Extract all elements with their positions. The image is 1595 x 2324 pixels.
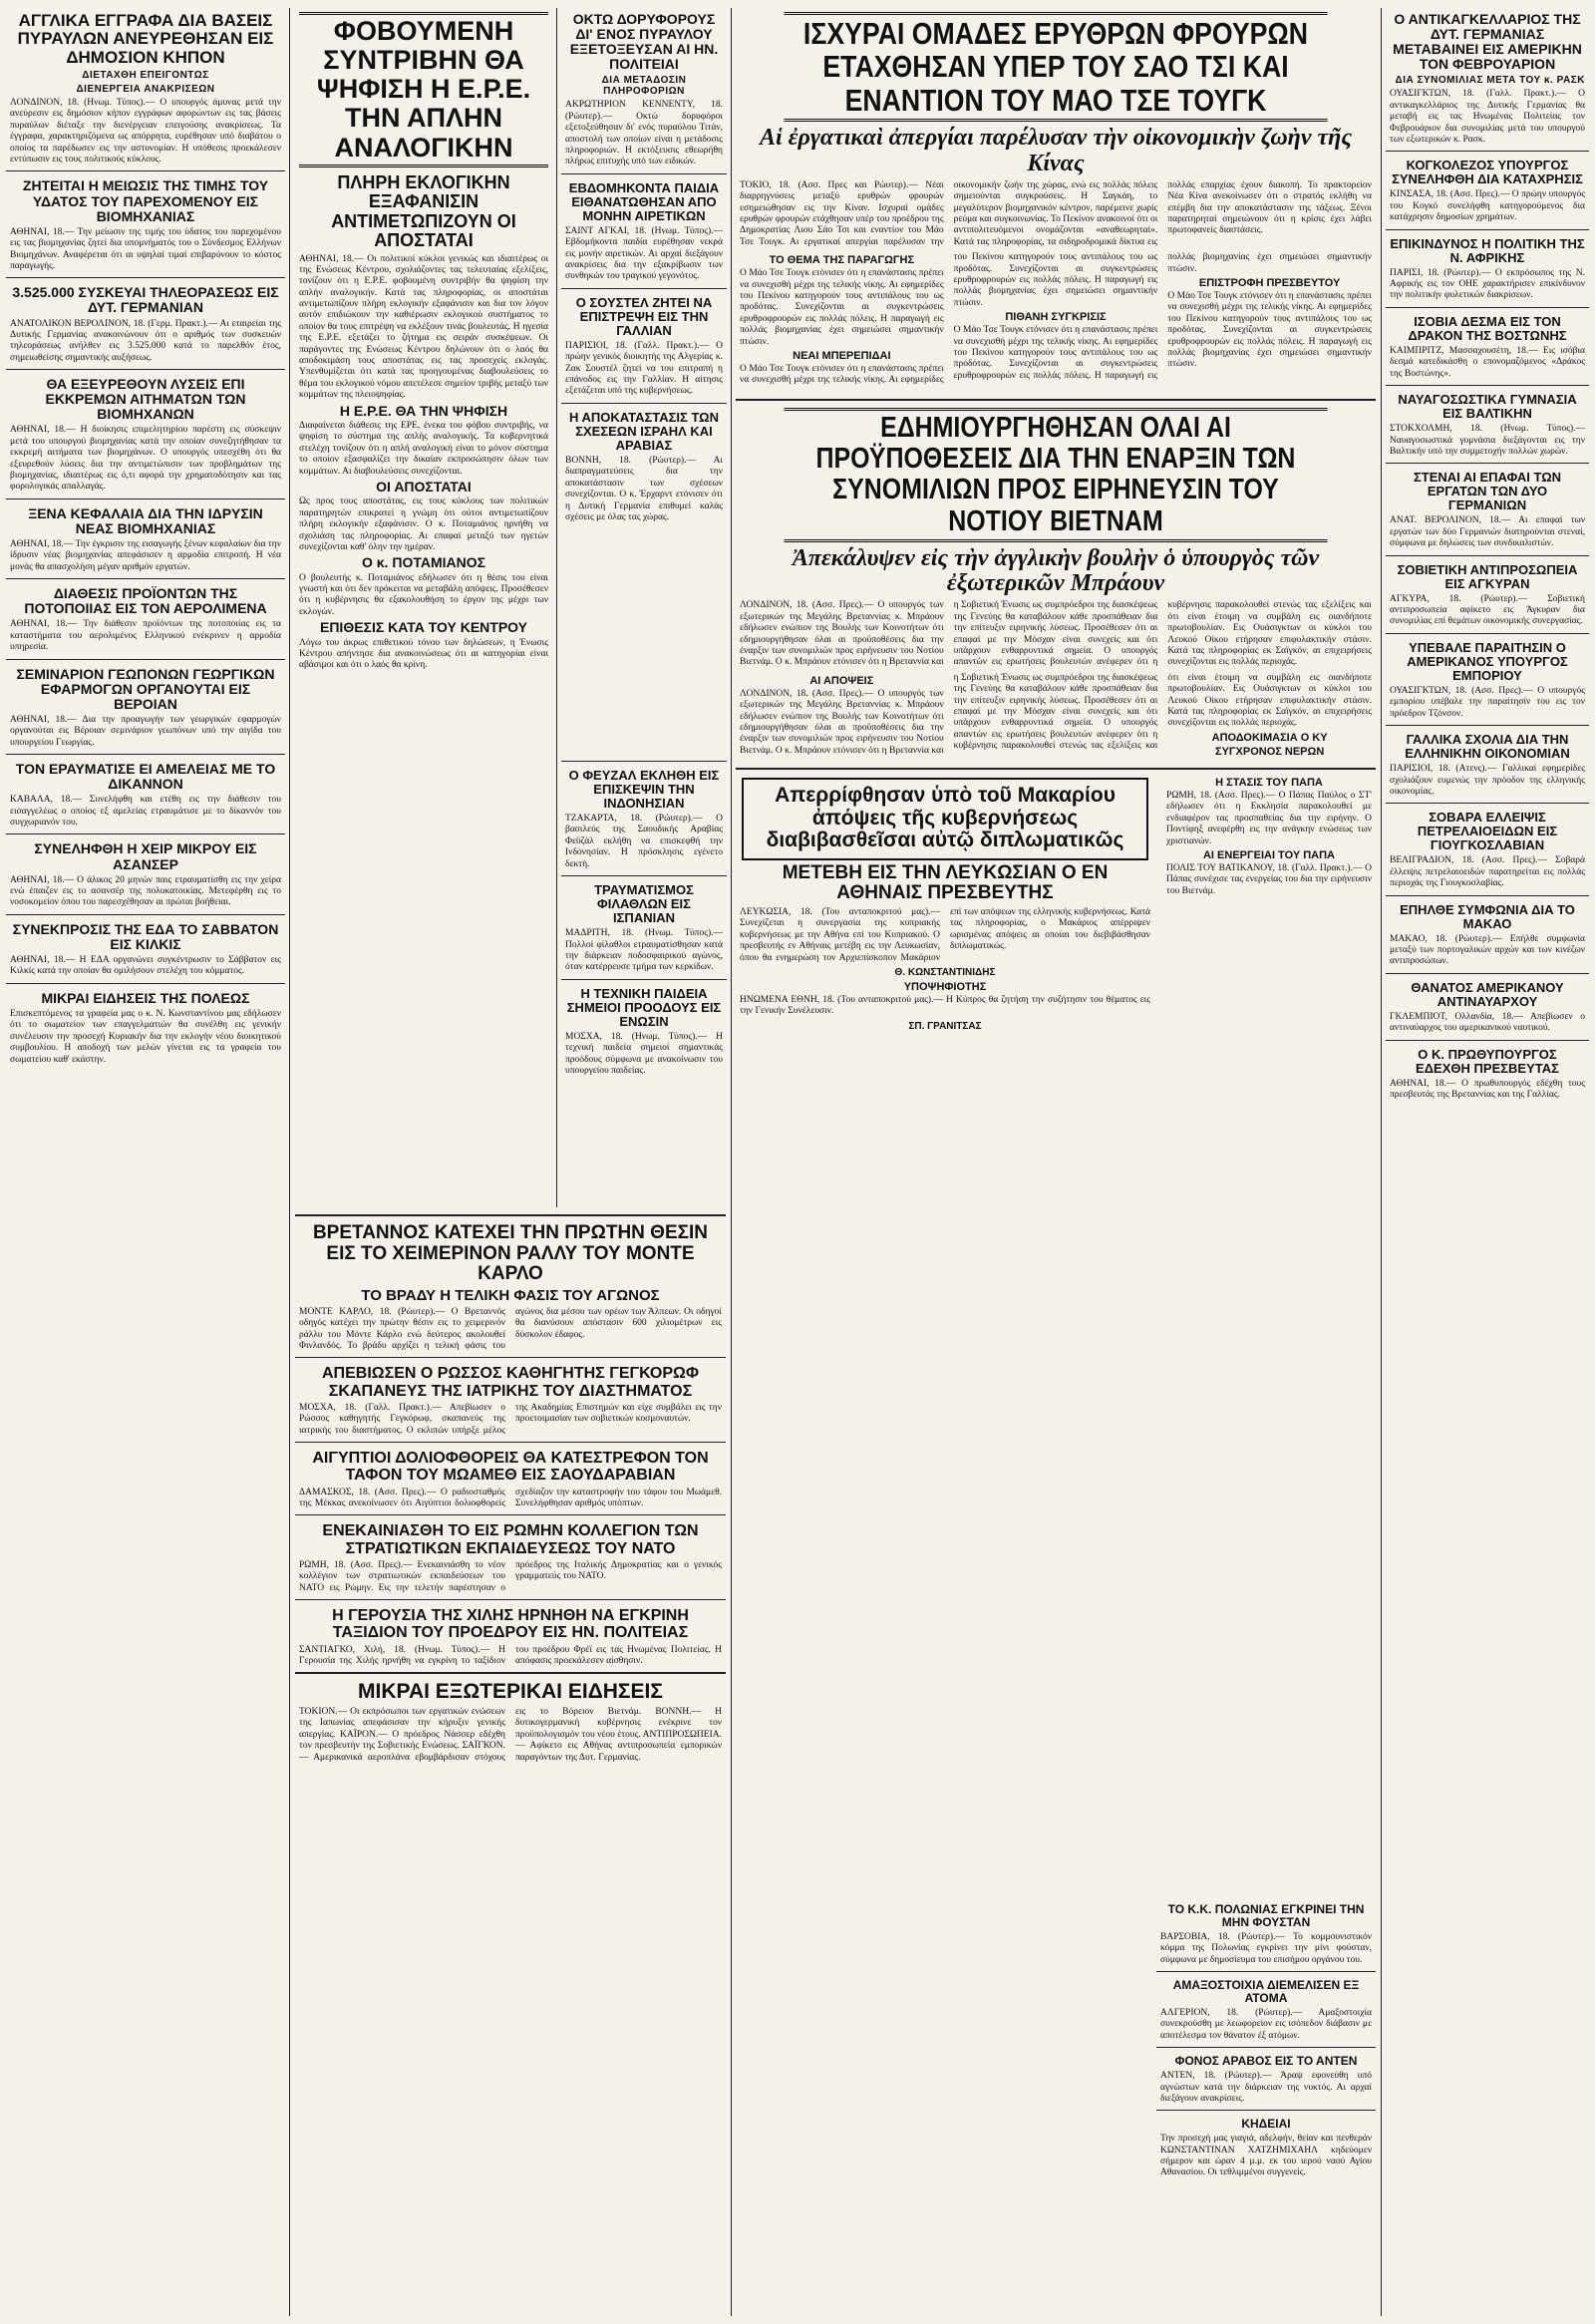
world-article [1156,1899,1376,1968]
article-body: ΑΘΗΝΑΙ, 18.— Ο πρωθυπουργός εδέχθη τους πρεσβευτάς της Βρεταννίας και της Γαλλίας. [1390,1078,1585,1101]
section-title: ΕΠΙΣΤΡΟΦΗ ΠΡΕΣΒΕΥΤΟΥ [1198,276,1341,289]
article-body: ΑΓΚΥΡΑ, 18. (Ρώυτερ).— Σοβιετική αντιπροσωπεία αφίκετο εις Άγκυραν δια συνομιλίας επί θεμάτων οικονομικής συνεργασίας. [1390,593,1585,627]
headline: Η ΓΕΡΟΥΣΙΑ ΤΗΣ ΧΙΛΗΣ ΗΡΝΗΘΗ ΝΑ ΕΓΚΡΙΝΗ ΤΑΞΙΔΙΟΝ ΤΟΥ ΠΡΟΕΔΡΟΥ ΕΙΣ ΗΝ. ΠΟΛΙΤΕΙΑΣ [332,1607,689,1642]
article-body: Ο Μάο Τσε Τουγκ ετόνισεν ότι η επανάστασις πρέπει να συνεχισθή μέχρι της τελικής νίκης. Αι εφημερίδες του Πεκίνου κατηγορούν τους αντιπάλους του ως προδότας. Συνεχίζονται αι συγκεντρώσεις ερυθροφρουρών εις πολλάς πόλεις. Η παραγωγή εις πολλάς βιομηχανίας έχει σημειώσει σημαντικήν πτώσιν. [740,268,944,347]
divider [295,1672,726,1674]
column-rule [556,8,557,1207]
article-body: Λόγω του άκρως επιθετικού τόνου των δηλώσεων, η Ένωσις Κέντρου απήντησε δια ανακοινώσεως ότι αι κατηγορίαι είναι αβάσιμοι και ότι ο λαός θα κρίνη. [299,637,548,671]
article-body: ΒΕΛΙΓΡΑΔΙΟΝ, 18. (Ασσ. Πρες).— Σοβαρά έλλειψις πετρελαιοειδών παρατηρείται εις πολλάς περιοχάς της Γιουγκοσλαβίας. [1390,855,1585,889]
article-9 [6,837,285,910]
divider [1156,1971,1376,1972]
subheadline: ΠΛΗΡΗ ΕΚΛΟΓΙΚΗΝ ΕΞΑΦΑΝΙΣΙΝ ΑΝΤΙΜΕΤΩΠΙΖΟΥΝ ΟΙ ΑΠΟΣΤΑΤΑΙ [331,171,516,251]
article-right-7 [1386,559,1589,630]
headline: ΕΝΕΚΑΙΝΙΑΣΘΗ ΤΟ ΕΙΣ ΡΩΜΗΝ ΚΟΛΛΕΓΙΟΝ ΤΩΝ ΣΤΡΑΤΙΩΤΙΚΩΝ ΕΚΠΑΙΔΕΥΣΕΩΣ ΤΟΥ ΝΑΤΟ [322,1522,699,1557]
world-article [561,983,727,1080]
article-body: ΑΘΗΝΑΙ, 18.— Οι πολιτικοί κύκλοι γενικώς και ιδιαιτέρως οι της Ενώσεως Κέντρου, σχολιάζοντες τας τελευταίας εξελίξεις, τονίζουν ότι η Ε.Ρ.Ε. φοβουμένη συντριβήν θα ψηφίση την απλήν αναλογικήν. Κατά τας πληροφορίας, οι αποστάται αντιμετωπίζουν πλήρη εκλογικήν εξαφάνισιν και δια τον λόγον αυτόν επιδιώκουν την καθιέρωσιν εκλογικού συστήματος το οποίον θα τους επιτρέψη να εκλέξουν τινάς βουλευτάς. Η ηγεσία της Ε.Ρ.Ε. εξετάζει το ζήτημα εις σειράν συσκέψεων. Οι παράγοντες της Ενώσεως Κέντρου δηλώνουν ότι ο λαός θα αποδοκιμάση τους αποστάτας εις τας προσεχείς εκλογάς. Υπενθυμίζεται ότι κατά τας προηγουμένας διαβουλεύσεις το θέμα του εκλογικού νόμου απετέλεσε σημείον τριβής μεταξύ των κομμάτων της πλειοψηφίας. [299,253,548,401]
makarios-article [736,773,1154,1037]
divider [295,1599,726,1600]
divider [295,1514,726,1515]
kicker: ΔΙΑ ΣΥΝΟΜΙΛΙΑΣ ΜΕΤΑ ΤΟΥ κ. ΡΑΣΚ [1395,75,1585,87]
headline: ΣΟΒΙΕΤΙΚΗ ΑΝΤΙΠΡΟΣΩΠΕΙΑ ΕΙΣ ΑΓΚΥΡΑΝ [1397,561,1578,591]
column-right [1386,8,1589,1104]
divider [561,288,727,289]
headline: Η ΤΕΧΝΙΚΗ ΠΑΙΔΕΙΑ ΣΗΜΕΙΟΙ ΠΡΟΟΔΟΥΣ ΕΙΣ ΕΝΩΣΙΝ [566,985,722,1029]
divider [6,983,285,984]
article-body: ΠΑΡΙΣΙ, 18. (Ρώυτερ).— Ο εκπρόσωπος της Ν. Αφρικής εις τον ΟΗΕ χαρακτήρισεν επικίνδυνον την πολιτικήν φυλετικών διακρίσεων. [1390,267,1585,301]
article-body: ΑΘΗΝΑΙ, 18.— Η ΕΔΑ οργανώνει συγκέντρωσιν το Σάββατον εις Κιλκίς κατά την οποίαν θα ομιλήσουν στελέχη του κόμματος. [10,955,281,977]
divider [1386,229,1589,230]
headline: ΤΟΝ ΕΡΑΥΜΑΤΙΣΕ ΕΙ ΑΜΕΛΕΙΑΣ ΜΕ ΤΟ ΔΙΚΑΝΝΟΝ [15,761,276,793]
subheadline: Αἱ ἐργατικαὶ ἀπεργίαι παρέλυσαν τὴν οἰκονομικὴν ζωὴν τῆς Κίνας [759,125,1353,176]
divider [6,498,285,499]
headline: Ο ΦΕΥΖΑΛ ΕΚΛΗΘΗ ΕΙΣ ΕΠΙΣΚΕΨΙΝ ΤΗΝ ΙΝΔΟΝΗΣΙΑΝ [568,768,720,812]
rally-article [295,1219,726,1354]
headline: Ο ΣΟΥΣΤΕΛ ΖΗΤΕΙ ΝΑ ΕΠΙΣΤΡΕΨΗ ΕΙΣ ΤΗΝ ΓΑΛΛΙΑΝ [575,294,713,338]
article-body: ΑΚΡΩΤΗΡΙΟΝ ΚΕΝΝΕΝΤΥ, 18. (Ρώυτερ).— Οκτώ δορυφόροι εξετοξεύθησαν δι' ενός πυραύλου Τιτάν, αποστολή των οποίων είναι η μετάδοσις πληροφοριών. Η εκτόξευσις εθεωρήθη πλήρως επιτυχής υπό των ειδικών. [565,100,723,167]
article-2 [6,174,285,274]
headline: ΘΑ ΕΞΕΥΡΕΘΟΥΝ ΛΥΣΕΙΣ ΕΠΙ ΕΚΚΡΕΜΩΝ ΑΙΤΗΜΑΤΩΝ ΤΩΝ ΒΙΟΜΗΧΑΝΩΝ [45,376,246,423]
subheadline: ΜΕΤΕΒΗ ΕΙΣ ΤΗΝ ΛΕΥΚΩΣΙΑΝ Ο ΕΝ ΑΘΗΝΑΙΣ ΠΡΕΣΒΕΥΤΗΣ [782,861,1109,904]
divider [1386,803,1589,804]
article-body: ΒΑΡΣΟΒΙΑ, 18. (Ρώυτερ).— Το κομμουνιστικόν κόμμα της Πολωνίας εγκρίνει την μίνι φούσταν, σύμφωνα με δημοσίευμα του επισήμου οργάνου του. [1160,1931,1372,1965]
article-right-5 [1386,389,1589,460]
headline: ΒΡΕΤΑΝΝΟΣ ΚΑΤΕΧΕΙ ΤΗΝ ΠΡΩΤΗΝ ΘΕΣΙΝ ΕΙΣ ΤΟ ΧΕΙΜΕΡΙΝΟΝ ΡΑΛΛΥ ΤΟΥ ΜΟΝΤΕ ΚΑΡΛΟ [312,1222,709,1285]
makarios-row [736,773,1376,1037]
divider [6,369,285,370]
world-article [1156,2051,1376,2107]
headline: ΣΥΝΕΛΗΦΘΗ Η ΧΕΙΡ ΜΙΚΡΟΥ ΕΙΣ ΑΣΑΝΣΕΡ [34,840,257,872]
article-body: ΣΤΟΚΧΟΛΜΗ, 18. (Ηνωμ. Τύπος).— Ναυαγοσωστικά γυμνάσια διεξάγονται εις την Βαλτικήν υπό την συμμετοχήν πολλών χωρών. [1390,424,1585,457]
headline: ΚΗΔΕΙΑΙ [1241,2117,1291,2132]
article-3 [6,281,285,366]
article-body: ΟΥΑΣΙΓΚΤΩΝ, 18. (Ασσ. Πρες).— Ο υπουργός εμπορίου υπέβαλε την παραίτησίν του εις τον πρόεδρον Τζόνσον. [1390,685,1585,719]
section-title: ΝΕΑΙ ΜΠΕΡΕΠΙΔΑΙ [793,349,891,362]
headline: ΣΥΝΕΚΠΡΟΣΙΣ ΤΗΣ ΕΔΑ ΤΟ ΣΑΒΒΑΤΟΝ ΕΙΣ ΚΙΛΚΙΣ [12,920,279,952]
vietnam-article [736,404,1376,760]
article-body: Ο βουλευτής κ. Ποταμιάνος εδήλωσεν ότι η θέσις του είναι γνωστή και ότι δεν πρόκειται να μεταβάλη απόψεις. Προσέθεσεν ότι η κυβέρνησις θα εξακολουθήση το έργον της μέχρι των εκλογών. [299,572,548,617]
kicker: ΔΙΑ ΜΕΤΑΔΟΣΙΝ ΠΛΗΡΟΦΟΡΙΩΝ [601,75,687,98]
divider [1386,895,1589,896]
column-left [6,8,285,1068]
article-body: ΛΟΝΔΙΝΟΝ, 18. (Ασσ. Πρες).— Ο υπουργός των εξωτερικών της Μεγάλης Βρεταννίας κ. Μπράουν εδήλωσεν ενώπιον της Βουλής των Κοινοτήτων ότι εδημιουργήθησαν όλαι αι προϋποθέσεις δια την έναρξιν των συνομιλιών προς ειρήνευσιν του Νοτίου Βιετνάμ. Ο κ. Μπράουν ετόνισεν ότι η Βρεταννία και η Σοβιετική Ένωσις ως συμπρόεδροι της διασκέψεως της Γενεύης θα καταβάλουν κάθε προσπάθειαν δια την επίτευξιν ειρηνικής λύσεως. Προσέθεσεν ότι αι επαφαί με την Μόσχαν είναι συνεχείς και ότι υπάρχουν ενθαρρυντικά σημεία. Ο υπουργός απαντών εις ερωτήσεις βουλευτών ανέφερεν ότι η κυβέρνησις παρακολουθεί στενώς τας εξελίξεις και ότι είναι έτοιμη να συμβάλη εις οιανδήποτε πρωτοβουλίαν. Εις Ουάσιγκτων οι κύκλοι του Λευκού Οίκου ετήρησαν επιφυλακτικήν στάσιν. Κατά τας πληροφορίας εκ Σαϊγκόν, αι επιχειρήσεις συνεχίζονται εις πολλάς περιοχάς. [740,600,1372,668]
article-body: ΣΑΝΤΙΑΓΚΟ, Χιλή, 18. (Ηνωμ. Τύπος).— Η Γερουσία της Χιλής ηρνήθη να εγκρίνη το ταξίδιον του προέδρου Φρέϊ εις τας Ηνωμένας Πολιτείας. Η απόφασις προεκάλεσεν αίσθησιν. [299,1644,722,1666]
subheadline: Ἀπεκάλυψεν εἰς τὴν ἀγγλικὴν βουλὴν ὁ ὑπουργὸς τῶν ἐξωτερικῶν Μπράουν [792,545,1320,597]
divider [1386,973,1589,974]
article-body: ΤΖΑΚΑΡΤΑ, 18. (Ρώυτερ).— Ο βασιλεύς της Σαουδικής Αραβίας Φεϋζάλ εκλήθη να επισκεφθή την Ινδονησίαν. Η πρόσκλησις εγένετο δεκτή. [565,814,723,869]
column-rule [1381,8,1382,2316]
makarios-headline-box [742,778,1148,860]
headline: Απερρίφθησαν ὑπὸ τοῦ Μακαρίου ἀπόψεις τῆς κυβερνήσεως διαβιβασθεῖσαι αὐτῷ διπλωματικῶς [766,783,1124,852]
headline: ΞΕΝΑ ΚΕΦΑΛΑΙΑ ΔΙΑ ΤΗΝ ΙΔΡΥΣΙΝ ΝΕΑΣ ΒΙΟΜΗΧΑΝΙΑΣ [28,504,263,536]
section-title: Η Ε.Ρ.Ε. ΘΑ ΤΗΝ ΨΗΦΙΣΗ [339,402,508,419]
article-right-9 [1386,729,1589,800]
article-body: Ο Μάο Τσε Τουγκ ετόνισεν ότι η επανάστασις πρέπει να συνεχισθή μέχρι της τελικής νίκης. Αι εφημερίδες του Πεκίνου κατηγορούν τους αντιπάλους του ως προδότας. Συνεχίζονται αι συγκεντρώσεις ερυθροφρουρών εις πολλάς πόλεις. Η παραγωγή εις πολλάς βιομηχανίας έχει σημειώσει σημαντικήν πτώσιν. [740,252,1158,386]
divider [6,914,285,915]
article-body: ΛΕΥΚΩΣΙΑ, 18. (Του ανταποκριτού μας).— Συνεχίζεται η συνεργασία της κυπριακής κυβερνήσεως με την Αθήνα επί του Κυπριακού. Ο πρεσβευτής εν Αθήναις μετέβη εις την Λευκωσίαν, όπου θα ενημερώση τον Αρχιεπίσκοπον Μακάριον επί των απόψεων της ελληνικής κυβερνήσεως. Κατά τας πληροφορίας, ο Μακάριος απέρριψεν ωρισμένας απόψεις αι οποίαι του διεβιβάσθησαν διπλωματικώς. [740,906,1150,963]
byline: Θ. ΚΩΝΣΤΑΝΤΙΝΙΔΗΣ [894,966,996,978]
headline: 3.525.000 ΣΥΣΚΕΥΑΙ ΤΗΛΕΟΡΑΣΕΩΣ ΕΙΣ ΔΥΤ. ΓΕΡΜΑΝΙΑΝ [12,284,279,316]
chile-senate-article [295,1603,726,1669]
headline: ΤΡΑΥΜΑΤΙΣΜΟΣ ΦΙΛΑΘΛΩΝ ΕΙΣ ΙΣΠΑΝΙΑΝ [594,882,694,926]
funeral-notice [1156,2114,1376,2181]
divider [561,875,727,876]
article-right-3 [1386,233,1589,304]
world-article [561,292,727,400]
divider [6,833,285,834]
section-title: Ο κ. ΠΟΤΑΜΙΑΝΟΣ [361,554,486,571]
article-body: ΜΟΝΤΕ ΚΑΡΛΟ, 18. (Ρώυτερ).— Ο Βρεταννός οδηγός κατέχει την πρώτην θέσιν εις το χειμερινόν ράλλυ του Μόντε Κάρλο ενώ δεύτερος ακολουθεί Φινλανδός. Το βράδυ αρχίζει η τελική φάσις του αγώνος δια μέσου των ορέων των Άλπεων. Οι οδηγοί θα διανύσουν απόστασιν 600 χιλιομέτρων εις δύσκολον έδαφος. [299,1306,722,1351]
section-title: ΣΥΓΧΡΟΝΟΣ ΝΕΡΩΝ [1214,745,1325,758]
column-world [561,8,727,525]
divider [1386,555,1589,556]
divider [295,1442,726,1443]
article-1 [6,8,285,167]
divider [295,1214,726,1216]
article-body: ΚΙΝΣΑΣΑ, 18. (Ασσ. Πρες).— Ο πρώην υπουργός του Κογκό συνελήφθη κατηγορούμενος δια κατάχρησιν δημοσίων χρημάτων. [1390,189,1585,223]
nato-college-article [295,1518,726,1596]
section-title: ΠΙΘΑΝΗ ΣΥΓΚΡΙΣΙΣ [1005,311,1107,324]
article-body: ΗΝΩΜΕΝΑ ΕΘΝΗ, 18. (Του ανταποκριτού μας).— Η Κύπρος θα ζητήση την συζήτησιν του θέματος εις την Γενικήν Συνέλευσιν. [740,995,1150,1017]
article-right-1 [1386,8,1589,148]
headline: ΣΟΒΑΡΑ ΕΛΛΕΙΨΙΣ ΠΕΤΡΕΛΑΙΟΕΙΔΩΝ ΕΙΣ ΓΙΟΥΓΚΟΣΛΑΒΙΑΝ [1417,810,1558,853]
article-body: Την προσεχή μας γιαγιά, αδελφήν, θείαν και πενθεράν ΚΩΝΣΤΑΝΤΙΝΑΝ ΧΑΤΖΗΜΙΧΑΗΛ κηδεύομεν σήμερον και ώραν 4 μ.μ. εκ του ιερού ναού Αγίου Αθανασίου. Οι τεθλιμμένοι συγγενείς. [1160,2134,1372,2178]
section-title: ΕΠΙΘΕΣΙΣ ΚΑΤΑ ΤΟΥ ΚΕΝΤΡΟΥ [319,619,528,636]
article-5 [6,502,285,575]
article-body: ΜΟΣΧΑ, 18. (Ηνωμ. Τύπος).— Η τεχνική παιδεία σημειοί σημαντικάς προόδους σύμφωνα με ανακοίνωσιν του υπουργείου παιδείας. [565,1031,723,1076]
divider [1386,725,1589,726]
obituary-article [295,1361,726,1439]
article-body: Ως προς τους αποστάτας, εις τους κύκλους των πολιτικών παρατηρητών επικρατεί η γνώμη ότι ούτοι αντιμετωπίζουν πλήρη εκλογικήν εξαφάνισιν. Ο κ. Ποταμιάνος ηρνήθη να σχολιάση τας πληροφορίας. Αι επαφαί μεταξύ των ηγετών συνεχίζονται καθ' όλην την ημέραν. [299,497,548,552]
article-right-6 [1386,467,1589,551]
lead-political-article [295,8,552,674]
headline: ΦΟΝΟΣ ΑΡΑΒΟΣ ΕΙΣ ΤΟ ΑΝΤΕΝ [1174,2054,1358,2069]
headline: Ο ΑΝΤΙΚΑΓΚΕΛΛΑΡΙΟΣ ΤΗΣ ΔΥΤ. ΓΕΡΜΑΝΙΑΣ ΜΕΤΑΒΑΙΝΕΙ ΕΙΣ ΑΜΕΡΙΚΗΝ ΤΟΝ ΦΕΒΡΟΥΑΡΙΟΝ [1393,11,1582,73]
article-7 [6,663,285,752]
divider [6,170,285,171]
world-article [561,879,727,976]
article-4 [6,373,285,496]
article-body: ΚΑΙΜΠΡΙΤΖ, Μασσαχουσέτη, 18.— Εις ισόβια δεσμά κατεδικάσθη ο επονομαζόμενος «Δράκος της Βοστώνης». [1390,345,1585,379]
article-body: ΜΑΔΡΙΤΗ, 18. (Ηνωμ. Τύπος).— Πολλοί φίλαθλοι ετραυματίσθησαν κατά την διάρκειαν ποδοσφαιρικού αγώνος, όταν κατέρρευσε τμήμα των κερκίδων. [565,928,723,973]
headline: ΕΠΗΛΘΕ ΣΥΜΦΩΝΙΑ ΔΙΑ ΤΟ ΜΑΚΑΟ [1400,901,1575,931]
headline: ΔΙΑΘΕΣΙΣ ΠΡΟΪΟΝΤΩΝ ΤΗΣ ΠΟΤΟΠΟΙΙΑΣ ΕΙΣ ΤΟΝ ΑΕΡΟΛΙΜΕΝΑ [24,585,267,617]
subheadline: ΤΟ ΒΡΑΔΥ Η ΤΕΛΙΚΗ ΦΑΣΙΣ ΤΟΥ ΑΓΩΝΟΣ [361,1286,660,1304]
headline: ΥΠΕΒΑΛΕ ΠΑΡΑΙΤΗΣΙΝ Ο ΑΜΕΡΙΚΑΝΟΣ ΥΠΟΥΡΓΟΣ ΕΜΠΟΡΙΟΥ [1407,639,1568,683]
section-title: ΟΙ ΑΠΟΣΤΑΤΑΙ [376,478,472,495]
headline: ΟΚΤΩ ΔΟΡΥΦΟΡΟΥΣ ΔΙ' ΕΝΟΣ ΠΥΡΑΥΛΟΥ ΕΞΕΤΟΞΕΥΣΑΝ ΑΙ ΗΝ. ΠΟΛΙΤΕΙΑΙ [569,11,719,73]
foreign-briefs [295,1677,726,1766]
column-politics [295,8,552,674]
article-body: ΑΘΗΝΑΙ, 18.— Η διοίκησις επιμελητηρίου παρέστη εις σύσκεψιν μετά του υπουργού βιομηχανίας κατά την οποίαν συνεζητήθησαν τα εκκρεμή αιτήματα των βιομηχάνων. Ο υπουργός υπεσχέθη ότι θα εξευρεθούν λύσεις δια την αντιμετώπισιν των προβλημάτων της βιομηχανίας, ιδιαιτέρως εις ό,τι αφορά την χρηματοδότησιν και τας φορολογικάς απαλλαγάς. [10,425,281,493]
divider [295,1357,726,1358]
article-body: ΓΚΛΕΜΠΙΟΤ, Ολλανδία, 18.— Απεβίωσεν ο αντιναύαρχος του αμερικανικού ναυτικού. [1390,1011,1585,1034]
section-title: ΑΙ ΕΝΕΡΓΕΙΑΙ ΤΟΥ ΠΑΠΑ [1202,848,1335,861]
world-article [561,177,727,285]
article-body: ΤΟΚΙΟΝ.— Οι εκπρόσωποι των εργατικών ενώσεων της Ιαπωνίας απεφάσισαν την κήρυξιν γενικής απεργίας. ΚΑΪΡΟΝ.— Ο πρόεδρος Νάσσερ εδέχθη τον πρεσβευτήν της Σοβιετικής Ενώσεως. ΣΑΪΓΚΟΝ.— Αμερικανικά αεροπλάνα εβομβάρδισαν στόχους εις το Βόρειον Βιετνάμ. ΒΟΝΝΗ.— Η δυτικογερμανική κυβέρνησις ενέκρινε τον προϋπολογισμόν του νέου έτους. ΑΝΤΙΠΡΟΣΩΠΕΙΑ.— Αφίκετο εις Αθήνας αντιπροσωπεία εμπορικών παραγόντων της Δυτ. Γερμανίας. [299,1707,722,1763]
section-title: ΤΟ ΘΕΜΑ ΤΗΣ ΠΑΡΑΓΩΓΗΣ [769,254,915,267]
section-title: ΥΠΟΨΗΦΙΟΤΗΣ [903,980,987,993]
column-rule [731,8,732,2316]
kicker: ΔΙΕΝΕΡΓΕΙΑ ΑΝΑΚΡΙΣΕΩΝ [76,84,215,96]
article-body: ΠΑΡΙΣΙΟΙ, 18. (Ατενς).— Γαλλικαί εφημερίδες σχολιάζουν ευμενώς την πρόοδον της ελληνικής οικονομίας. [1390,764,1585,797]
headline: ΤΟ Κ.Κ. ΠΟΛΩΝΙΑΣ ΕΓΚΡΙΝΕΙ ΤΗΝ ΜΗΝ ΦΟΥΣΤΑΝ [1167,1902,1365,1929]
article-body: ΑΝΤΕΝ, 18. (Ρώυτερ).— Άραψ εφονεύθη υπό αγνώστων κατά την διάρκειαν της νυκτός. Αι αρχαί διεξάγουν ανακρίσεις. [1160,2071,1372,2104]
article-body: Ο Μάο Τσε Τουγκ ετόνισεν ότι η επανάστασις πρέπει να συνεχισθή μέχρι της τελικής νίκης. Αι εφημερίδες του Πεκίνου κατηγορούν τους αντιπάλους του ως προδότας. Συνεχίζονται αι συγκεντρώσεις ερυθροφρουρών εις πολλάς πόλεις. Η παραγωγή εις πολλάς βιομηχανίας έχει σημειώσει σημαντικήν πτώσιν. [953,252,1372,381]
divider [6,277,285,278]
article-body: ΜΑΚΑΟ, 18. (Ρώυτερ).— Επήλθε συμφωνία μεταξύ των πορτογαλικών αρχών και των κινέζων αντιπροσώπων. [1390,933,1585,967]
article-11 [6,987,285,1068]
headline: ΖΗΤΕΙΤΑΙ Η ΜΕΙΩΣΙΣ ΤΗΣ ΤΙΜΗΣ ΤΟΥ ΥΔΑΤΟΣ ΤΟΥ ΠΑΡΕΧΟΜΕΝΟΥ ΕΙΣ ΒΙΟΜΗΧΑΝΙΑΣ [22,177,269,224]
divider [6,659,285,660]
lead-headline: ΦΟΒΟΥΜΕΝΗ ΣΥΝΤΡΙΒΗΝ ΘΑ ΨΗΦΙΣΗ Η Ε.Ρ.Ε. ΤΗΝ ΑΠΛΗΝ ΑΝΑΛΟΓΙΚΗΝ [299,12,548,167]
section-title: Η ΣΤΑΣΙΣ ΤΟΥ ΠΑΠΑ [1215,776,1323,789]
satellites-article [561,8,727,170]
world-article [561,765,727,872]
article-right-8 [1386,637,1589,722]
article-right-13 [1386,1044,1589,1104]
article-body: ΑΘΗΝΑΙ, 18.— Την διάθεσιν προϊόντων της ποτοποιίας εις τα καταστήματα του αερολιμένος Ελληνικού ενέκρινεν η αρμοδία υπηρεσία. [10,619,281,653]
vietnam-subsections [740,673,1372,758]
article-10 [6,918,285,980]
divider [6,578,285,579]
divider [736,399,1376,401]
article-body: ΑΛΓΕΡΙΟΝ, 18. (Ρώυτερ).— Αμαξοστοιχία συνεκρούσθη με λεωφορείον εις ισόπεδον διάβασιν με αποτέλεσμα τον θάνατον έξ ατόμων. [1160,2007,1372,2041]
world-article [1156,1975,1376,2044]
headline: ΓΑΛΛΙΚΑ ΣΧΟΛΙΑ ΔΙΑ ΤΗΝ ΕΛΛΗΝΙΚΗΝ ΟΙΚΟΝΟΜΙΑΝ [1405,732,1570,762]
article-body: Επισκεπτόμενος τα γραφεία μας ο κ. Ν. Κωνσταντίνου μας εδήλωσεν ότι το σωματείον των επαγγελματιών θα συνέλθη εις γενικήν συνέλευσιν την προσεχή Κυριακήν δια την εκλογήν νέου διοικητικού συμβουλίου. Η αποδοχή των μελών γίνεται εις τα γραφεία του σωματείου καθ' εκάστην. [10,1008,281,1065]
saboteurs-article [295,1446,726,1511]
divider [1386,633,1589,634]
article-body: Ο Μάο Τσε Τουγκ ετόνισεν ότι η επανάστασις πρέπει να συνεχισθή μέχρι της τελικής νίκης. Αι εφημερίδες του Πεκίνου κατηγορούν τους αντιπάλους του ως προδότας. Συνεχίζονται αι συγκεντρώσεις ερυθροφρουρών εις πολλάς πόλεις. Η παραγωγή εις πολλάς βιομηχανίας έχει σημειώσει σημαντικήν πτώσιν. [1167,291,1372,370]
divider [1156,2047,1376,2048]
article-right-10 [1386,807,1589,891]
divider [1386,385,1589,386]
divider [561,173,727,174]
headline: ΣΤΕΝΑΙ ΑΙ ΕΠΑΦΑΙ ΤΩΝ ΕΡΓΑΤΩΝ ΤΩΝ ΔΥΟ ΓΕΡΜΑΝΙΩΝ [1413,470,1562,513]
article-body: ΛΟΝΔΙΝΟΝ, 18. (Ηνωμ. Τύπος).— Ο υπουργός άμυνας μετά την ανεύρεσιν εις δημόσιον κήπον εγγράφων αφορώντων εις τας βάσεις πυραύλων διέταξε την διενέργειαν επειγούσης ανακρίσεως. Τα έγγραφα, χαρακτηριζόμενα ως απόρρητα, ευρέθησαν υπό διαβάτου ο οποίος τα παρέδωσεν εις την αστυνομίαν. Η υπόθεσις προεκάλεσεν εντύπωσιν εις τους πολιτικούς κύκλους. [10,98,281,166]
article-8 [6,758,285,830]
byline: ΣΠ. ΓΡΑΝΙΤΣΑΣ [908,1020,982,1032]
headline: ΑΜΑΞΟΣΤΟΙΧΙΑ ΔΙΕΜΕΛΙΣΕΝ ΕΞ ΑΤΟΜΑ [1172,1978,1360,2006]
column-world-bottom [1156,1899,1376,2181]
headline: ΣΕΜΙΝΑΡΙΟΝ ΓΕΩΠΟΝΩΝ ΓΕΩΡΓΙΚΩΝ ΕΦΑΡΜΟΓΩΝ ΟΡΓΑΝΟΥΤΑΙ ΕΙΣ ΒΕΡΟΙΑΝ [16,665,275,712]
headline: ΕΒΔΟΜΗΚΟΝΤΑ ΠΑΙΔΙΑ ΕΙΘΑΝΑΤΩΘΗΣΑΝ ΑΠΟ ΜΟΝΗΝ ΑΙΡΕΤΙΚΩΝ [568,179,720,223]
article-body: ΑΝΑΤΟΛΙΚΟΝ ΒΕΡΟΛΙΝΟΝ, 18. (Γερμ. Πρακτ.).— Αι εταιρείαι της Δυτικής Γερμανίας ανακοινώνουν ότι ο αριθμός των συσκευών τηλεοράσεως ανήλθεν εις 3.525.000 κατά το παρελθόν έτος, σημειωθείσης σημαντικής αυξήσεως. [10,318,281,363]
divider [561,979,727,980]
article-body: ΠΟΛΙΣ ΤΟΥ ΒΑΤΙΚΑΝΟΥ, 18. (Γαλλ. Πρακτ.).— Ο Πάπας συνέχισε τας ενεργείας του δια την ειρήνευσιν του Βιετνάμ. [1166,863,1372,896]
section-title: ΑΙ ΑΠΟΨΕΙΣ [809,674,874,687]
lower-news-block [295,1211,726,1766]
world-article [561,407,727,525]
headline: ΕΠΙΚΙΝΔΥΝΟΣ Η ΠΟΛΙΤΙΚΗ ΤΗΣ Ν. ΑΦΡΙΚΗΣ [1390,235,1585,265]
divider [1386,151,1589,152]
article-body: Διαφαίνεται διάθεσις της ΕΡΕ, ένεκα του φόβου συντριβής, να ψηφίση το σύστημα της απλής αναλογικής. Τα κυβερνητικά στελέχη τονίζουν ότι η απλή αναλογική είναι το μόνον σύστημα το οποίον εξασφαλίζει την δικαίαν εκπροσώπησιν όλων των κομμάτων. Αι διαβουλεύσεις συνεχίζονται. [299,421,548,477]
divider [561,761,727,762]
article-body: ΒΟΝΝΗ, 18. (Ρώυτερ).— Αι διαπραγματεύσεις δια την αποκατάστασιν των σχέσεων συνεχίζονται. Ο κ. Έρχαρντ ετόνισεν ότι η Δυτική Γερμανία επιθυμεί καλάς σχέσεις με όλας τας χώρας. [565,455,723,522]
article-body: ΡΩΜΗ, 18. (Ασσ. Πρες).— Ο Πάπας Παύλος ο ΣΤ' εδήλωσεν ότι η Εκκλησία παρακολουθεί με ενδιαφέρον τας προσπαθείας δια την ειρήνην. Ο Ποντίφηξ ανεφέρθη εις την ανάγκην ενώσεως των χριστιανών. [1166,791,1372,846]
kicker: ΔΙΕΤΑΧΘΗ ΕΠΕΙΓΟΝΤΩΣ [82,70,209,82]
china-story [736,8,1376,1037]
headline: Ο Κ. ΠΡΩΘΥΠΟΥΡΓΟΣ ΕΔΕΧΘΗ ΠΡΕΣΒΕΥΤΑΣ [1416,1046,1559,1076]
column-world-lower [561,758,727,1079]
column-rule [289,8,290,2316]
article-body: ΑΘΗΝΑΙ, 18.— Την έγκρισιν της εισαγωγής ξένων κεφαλαίων δια την ίδρυσιν νέας βιομηχανίας απεφάσισεν η αρμοδία επιτροπή. Η νέα μονάς θα απασχολήση μέγαν αριθμόν εργατών. [10,538,281,572]
article-right-12 [1386,977,1589,1037]
headline: ΜΙΚΡΑΙ ΕΙΔΗΣΕΙΣ ΤΗΣ ΠΟΛΕΩΣ [41,989,250,1006]
article-6 [6,582,285,655]
headline: Η ΑΠΟΚΑΤΑΣΤΑΣΙΣ ΤΩΝ ΣΧΕΣΕΩΝ ΙΣΡΑΗΛ ΚΑΙ ΑΡΑΒΙΑΣ [569,409,719,453]
divider [1156,2110,1376,2111]
headline: ΕΔΗΜΙΟΥΡΓΗΘΗΣΑΝ ΟΛΑΙ ΑΙ ΠΡΟΫΠΟΘΕΣΕΙΣ ΔΙΑ ΤΗΝ ΕΝΑΡΞΙΝ ΤΩΝ ΣΥΝΟΜΙΛΙΩΝ ΠΡΟΣ ΕΙΡΗΝΕΥΣΙΝ ΤΟΥ ΝΟΤΙΟΥ ΒΙΕΤΝΑΜ [784,408,1327,542]
article-body: ΡΩΜΗ, 18. (Ασσ. Πρες).— Ενεκαινιάσθη το νέον κολλέγιον των στρατιωτικών εκπαιδεύσεων του ΝΑΤΟ εις Ρώμην. Εις την τελετήν παρέστησαν ο πρόεδρος της Ιταλικής Δημοκρατίας και ο γενικός γραμματεύς του ΝΑΤΟ. [299,1559,722,1593]
article-body: ΤΟΚΙΟ, 18. (Ασσ. Πρες και Ρώυτερ).— Νέαι διαρρηγνύσεις μεταξύ ερυθρών φρουρών εσημειώθησαν εις την Κίναν. Ισχυραί ομάδες ερυθρών φρουρών ετάχθησαν υπέρ του προέδρου της Δημοκρατίας Λιου Σάο Τσι και εναντίον του Μάο Τσε Τουγκ. Αι εργατικαί απεργίαι παρέλυσαν την οικονομικήν ζωήν της χώρας, ενώ εις πολλάς πόλεις σημειούνται συγκρούσεις. Η Σαγκάη, το μεγαλύτερον βιομηχανικόν κέντρον, παρέμεινε χωρίς ρεύμα και συγκοινωνίας. Το Πεκίνον ανακοινοί ότι οι αντιπολιτευόμενοι ονομάζονται «αναθεωρηταί». Κατά τας πληροφορίας, τα σιδηροδρομικά δίκτυα εις πολλάς επαρχίας έχουν διακοπή. Το πρακτορείον Νέα Κίνα ανεκοίνωσεν ότι ο στρατός εκλήθη να επέμβη δια την αποκατάστασιν της τάξεως. Ξένοι παρατηρηταί σημειώνουν ότι η κρίσις έχει λάβει πρωτοφανείς διαστάσεις. [740,179,1372,247]
lead-headline: ΙΣΧΥΡΑΙ ΟΜΑΔΕΣ ΕΡΥΘΡΩΝ ΦΡΟΥΡΩΝ ΕΤΑΧΘΗΣΑΝ ΥΠΕΡ ΤΟΥ ΣΑΟ ΤΣΙ ΚΑΙ ΕΝΑΝΤΙΟΝ ΤΟΥ ΜΑΟ ΤΣΕ ΤΟΥΓΚ [784,12,1327,122]
headline: ΑΓΓΛΙΚΑ ΕΓΓΡΑΦΑ ΔΙΑ ΒΑΣΕΙΣ ΠΥΡΑΥΛΩΝ ΑΝΕΥΡΕΘΗΣΑΝ ΕΙΣ ΔΗΜΟΣΙΟΝ ΚΗΠΟΝ [17,11,274,67]
article-right-4 [1386,311,1589,382]
article-body: ΑΘΗΝΑΙ, 18.— Ο άλικος 20 μηνών παις ετραυματίσθη εις την χείρα ενώ έπαιζεν εις το ασανσέρ της πολυκατοικίας. Μετεφέρθη εις το νοσοκομείον όπου του παρεσχέθησαν αι πρώται βοήθειαι. [10,874,281,908]
section-title: ΑΠΟΔΟΚΙΜΑΣΙΑ Ο ΚΥ [1211,731,1328,744]
headline: ΑΠΕΒΙΩΣΕΝ Ο ΡΩΣΣΟΣ ΚΑΘΗΓΗΤΗΣ ΓΕΓΚΟΡΩΦ ΣΚΑΠΑΝΕΥΣ ΤΗΣ ΙΑΤΡΙΚΗΣ ΤΟΥ ΔΙΑΣΤΗΜΑΤΟΣ [322,1365,699,1400]
article-right-11 [1386,899,1589,970]
pope-articles [1162,773,1376,1037]
headline: ΘΑΝΑΤΟΣ ΑΜΕΡΙΚΑΝΟΥ ΑΝΤΙΝΑΥΑΡΧΟΥ [1411,979,1564,1009]
divider [6,754,285,755]
china-article [736,8,1376,389]
divider [561,403,727,404]
china-subsections [740,252,1372,387]
article-body: ΛΟΝΔΙΝΟΝ, 18. (Ασσ. Πρες).— Ο υπουργός των εξωτερικών της Μεγάλης Βρεταννίας κ. Μπράουν εδήλωσεν ενώπιον της Βουλής των Κοινοτήτων ότι εδημιουργήθησαν όλαι αι προϋποθέσεις δια την έναρξιν των συνομιλιών προς ειρήνευσιν του Νοτίου Βιετνάμ. Ο κ. Μπράουν ετόνισεν ότι η Βρεταννία και η Σοβιετική Ένωσις ως συμπρόεδροι της διασκέψεως της Γενεύης θα καταβάλουν κάθε προσπάθειαν δια την επίτευξιν ειρηνικής λύσεως. Προσέθεσεν ότι αι επαφαί με την Μόσχαν είναι συνεχείς και ότι υπάρχουν ενθαρρυντικά σημεία. Ο υπουργός απαντών εις ερωτήσεις βουλευτών ανέφερεν ότι η κυβέρνησις παρακολουθεί στενώς τας εξελίξεις και ότι είναι έτοιμη να συμβάλη εις οιανδήποτε πρωτοβουλίαν. Εις Ουάσιγκτων οι κύκλοι του Λευκού Οίκου ετήρησαν επιφυλακτικήν στάσιν. Κατά τας πληροφορίας εκ Σαϊγκόν, αι επιχειρήσεις συνεχίζονται εις πολλάς περιοχάς. [740,672,1372,756]
headline: ΝΑΥΑΓΟΣΩΣΤΙΚΑ ΓΥΜΝΑΣΙΑ ΕΙΣ ΒΑΛΤΙΚΗΝ [1398,392,1577,422]
article-body: ΠΑΡΙΣΙΟΙ, 18. (Γαλλ. Πρακτ.).— Ο πρώην γενικός διοικητής της Αλγερίας κ. Ζακ Σουστέλ ζητεί να του επιτραπή η επάνοδος εις την Γαλλίαν. Η αίτησις εξετάζεται υπό της κυβερνήσεως. [565,340,723,397]
article-body: ΟΥΑΣΙΓΚΤΩΝ, 18. (Γαλλ. Πρακτ.).— Ο αντικαγκελλάριος της Δυτικής Γερμανίας θα μεταβή εις τας Ηνωμένας Πολιτείας τον Φεβρουάριον δια συνομιλίας μετά του υπουργού των εξωτερικών κ. Ρασκ. [1390,89,1585,145]
article-body: ΑΘΗΝΑΙ, 18.— Δια την προαγωγήν των γεωργικών εφαρμογών οργανούται εις Βέροιαν σεμινάριον γεωπόνων υπό την αιγίδα του υπουργείου Γεωργίας. [10,714,281,748]
article-body: ΑΝΑΤ. ΒΕΡΟΛΙΝΟΝ, 18.— Αι επαφαί των εργατών των δύο Γερμανιών διατηρούνται στεναί, σύμφωνα με δηλώσεις των συνδικαλιστών. [1390,515,1585,549]
article-body: ΜΟΣΧΑ, 18. (Γαλλ. Πρακτ.).— Απεβίωσεν ο Ρώσσος καθηγητής Γεγκόρωφ, σκαπανεύς της ιατρικής του διαστήματος. Ο εκλιπών υπήρξε μέλος της Ακαδημίας Επιστημών και είχε συμβάλει εις την προετοιμασίαν των σοβιετικών κοσμοναυτών. [299,1402,722,1436]
divider [1386,463,1589,464]
divider [736,768,1376,770]
article-body: ΑΘΗΝΑΙ, 18.— Την μείωσιν της τιμής του ύδατος του παρεχομένου εις τας βιομηχανίας ζητεί δια υπομνήματός του ο Σύνδεσμος Ελλήνων Βιομηχάνων. Αναφέρεται ότι αι υψηλαί τιμαί επιβαρύνουν το κόστος παραγωγής. [10,226,281,271]
article-body: ΔΑΜΑΣΚΟΣ, 18. (Ασσ. Πρες).— Ο ραδιοσταθμός της Μέκκας ανεκοίνωσεν ότι Αιγύπτιοι δολιοφθορείς σχεδίαζον την καταστροφήν του τάφου του Μωάμεθ. Συνελήφθησαν αριθμός υπόπτων. [299,1487,722,1508]
article-body: ΚΑΒΑΛΑ, 18.— Συνελήφθη και ετέθη εις την διάθεσιν του εισαγγελέως ο οποίος εξ αμελείας ετραυμάτισε με το δίκαννόν του συγχωριανόν του. [10,795,281,829]
headline: ΚΟΓΚΟΛΕΖΟΣ ΥΠΟΥΡΓΟΣ ΣΥΝΕΛΗΦΘΗ ΔΙΑ ΚΑΤΑΧΡΗΣΙΣ [1392,158,1583,187]
headline: ΙΣΟΒΙΑ ΔΕΣΜΑ ΕΙΣ ΤΟΝ ΔΡΑΚΟΝ ΤΗΣ ΒΟΣΤΩΝΗΣ [1408,313,1567,343]
divider [1386,307,1589,308]
divider [1386,1040,1589,1041]
article-right-2 [1386,155,1589,225]
article-body: ΣΑΙΝΤ ΑΓΚΑΙ, 18. (Ηνωμ. Τύπος).— Εβδομήκοντα παιδία ευρέθησαν νεκρά εις μονήν αιρετικών. Αι αρχαί διεξάγουν ανακρίσεις δια την εξακρίβωσιν των συνθηκών του τραγικού γεγονότος. [565,225,723,282]
headline: ΑΙΓΥΠΤΙΟΙ ΔΟΛΙΟΦΘΟΡΕΙΣ ΘΑ ΚΑΤΕΣΤΡΕΦΟΝ ΤΟΝ ΤΑΦΟΝ ΤΟΥ ΜΩΑΜΕΘ ΕΙΣ ΣΑΟΥΔΑΡΑΒΙΑΝ [312,1450,709,1485]
headline: ΜΙΚΡΑΙ ΕΞΩΤΕΡΙΚΑΙ ΕΙΔΗΣΕΙΣ [358,1680,663,1704]
